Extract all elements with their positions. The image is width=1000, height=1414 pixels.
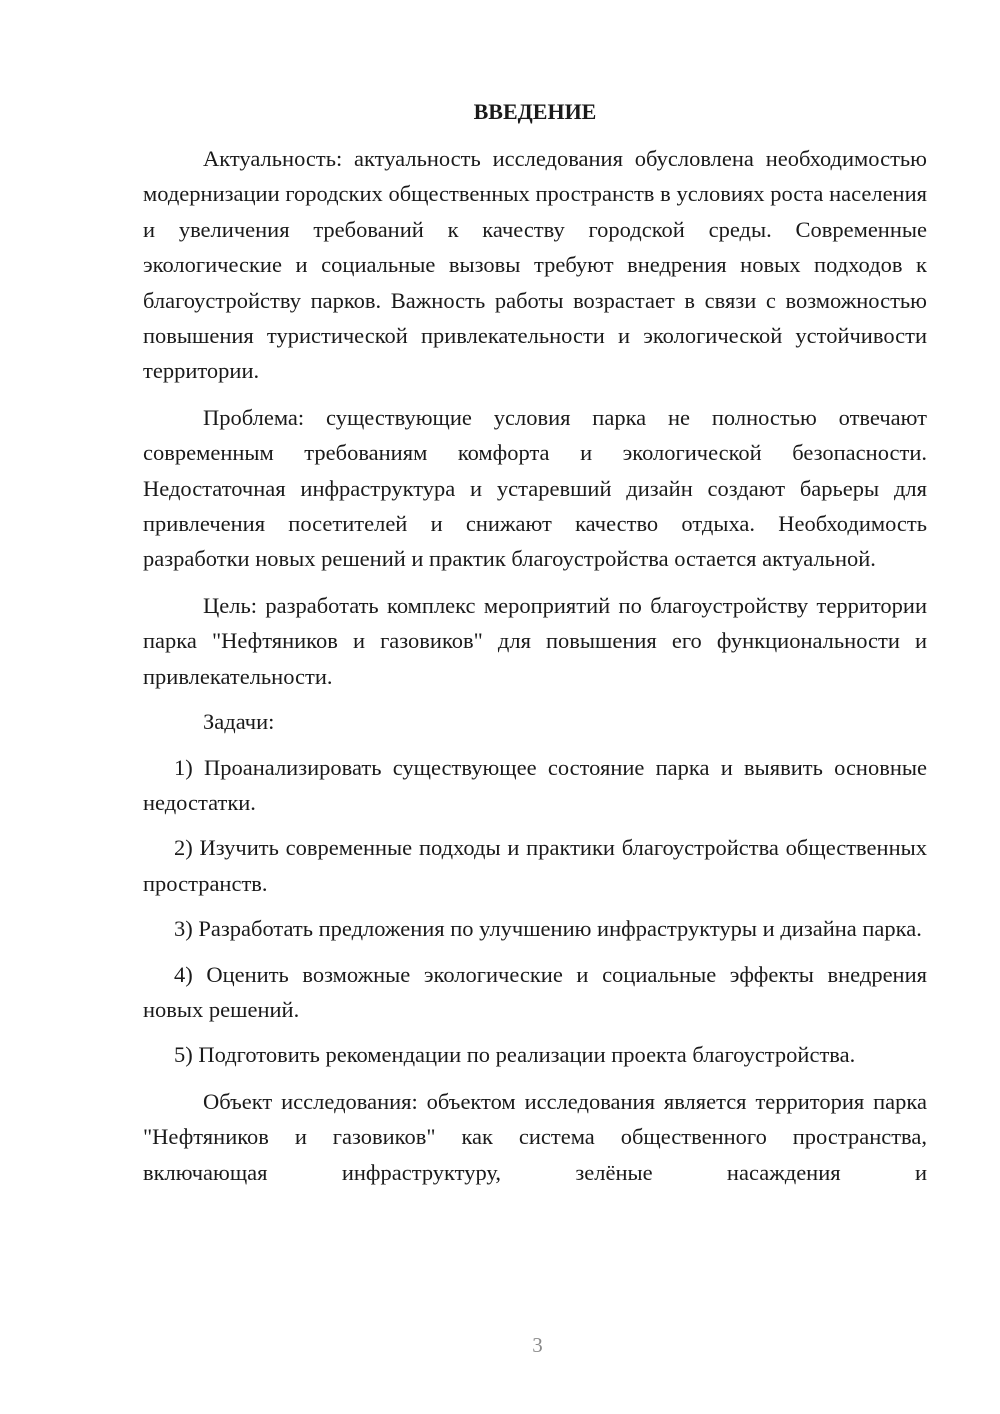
- goal-paragraph: Цель: разработать комплекс мероприятий по благоустройству территории парка "Нефтяников и газовиков" для повышения его функциональности и привлекательности.: [143, 592, 927, 689]
- object-paragraph: Объект исследования: объектом исследования является территория парка "Нефтяников и газовиков" как система общественного пространства, включающая инфраструктуру, зелёные насаждения и: [143, 1088, 927, 1185]
- task-item: 2) Изучить современные подходы и практики благоустройства общественных пространств.: [143, 835, 927, 896]
- page-number: 3: [532, 1333, 543, 1357]
- relevance-paragraph: Актуальность: актуальность исследования обусловлена необходимостью модернизации городских общественных пространств в условиях роста населения и увеличения требований к качеству городской среды. Современные экологические и социальные вызовы требуют внедрения новых подходов к благоустройству парков. Важность работы возрастает в связи с возможностью повышения туристической привлекательности и экологической устойчивости территории.: [143, 146, 927, 384]
- task-item: 5) Подготовить рекомендации по реализации проекта благоустройства.: [174, 1042, 856, 1068]
- task-item: 4) Оценить возможные экологические и социальные эффекты внедрения новых решений.: [143, 961, 927, 1022]
- task-item: 1) Проанализировать существующее состояние парка и выявить основные недостатки.: [143, 754, 927, 815]
- section-heading: ВВЕДЕНИЕ: [473, 99, 597, 124]
- tasks-label: Задачи:: [203, 709, 275, 735]
- task-item: 3) Разработать предложения по улучшению инфраструктуры и дизайна парка.: [174, 916, 922, 942]
- problem-paragraph: Проблема: существующие условия парка не полностью отвечают современным требованиям комфорта и экологической безопасности. Недостаточная инфраструктура и устаревший дизайн создают барьеры для привлечения посетителей и снижают качество отдыха. Необходимость разработки новых решений и практик благоустройства остается актуальной.: [143, 404, 927, 572]
- page-content: [143, 94, 927, 1190]
